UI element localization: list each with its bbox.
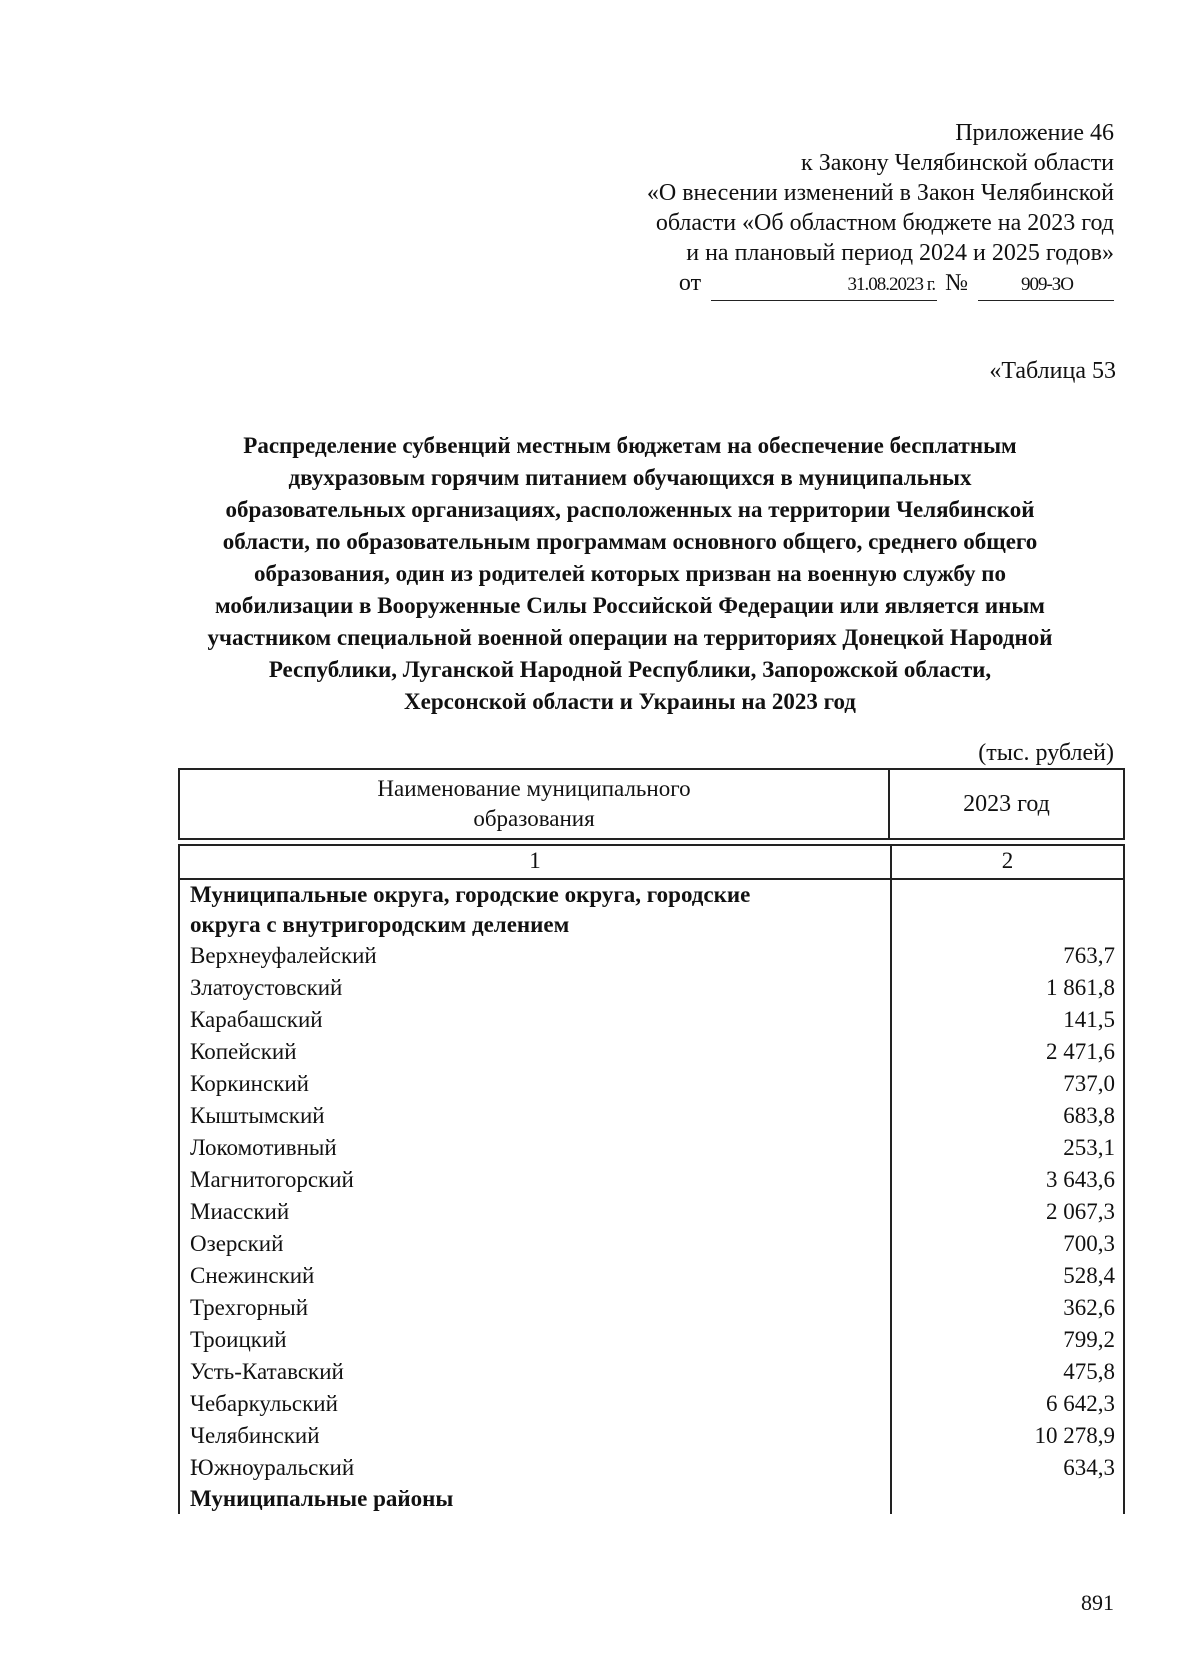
- number-sign: №: [945, 270, 968, 296]
- amount-value: 253,1: [1063, 1135, 1115, 1160]
- table-row: [180, 1164, 1125, 1196]
- table-row: [180, 1004, 1125, 1036]
- table-label: «Таблица 53: [989, 358, 1116, 384]
- amount-value: 528,4: [1063, 1263, 1115, 1288]
- table-row: [180, 1388, 1125, 1420]
- heading-line: Распределение субвенций местным бюджетам на обеспечение бесплатным: [243, 433, 1017, 458]
- amount-value: 799,2: [1063, 1327, 1115, 1352]
- heading-line: области, по образовательным программам основного общего, среднего общего: [222, 529, 1038, 554]
- section-title: Муниципальные районы: [190, 1486, 454, 1511]
- amount-value: 362,6: [1063, 1295, 1115, 1320]
- table-row: [180, 1452, 1125, 1484]
- municipality-name: Карабашский: [190, 1007, 323, 1032]
- section-header: [180, 1484, 1125, 1514]
- table-body: [178, 880, 1125, 1514]
- municipality-name: Копейский: [190, 1039, 297, 1064]
- amount-value: 763,7: [1063, 943, 1115, 968]
- header-year: 2023 год: [963, 790, 1050, 817]
- municipality-name: Снежинский: [190, 1263, 315, 1288]
- column-number-1: 1: [180, 846, 892, 878]
- amount-value: 634,3: [1063, 1455, 1115, 1480]
- annex-line: и на плановый период 2024 и 2025 годов»: [686, 240, 1114, 266]
- heading-line: Республики, Луганской Народной Республики, Запорожской области,: [268, 657, 992, 682]
- heading-line: мобилизации в Вооруженные Силы Российской Федерации или является иным: [215, 593, 1045, 618]
- table-row: [180, 1228, 1125, 1260]
- amount-value: 6 642,3: [1046, 1391, 1115, 1416]
- annex-line: области «Об областном бюджете на 2023 год: [655, 210, 1114, 236]
- table-row: [180, 1260, 1125, 1292]
- units-label: (тыс. рублей): [978, 740, 1114, 766]
- municipality-name: Трехгорный: [190, 1295, 309, 1320]
- header-municipality-line: Наименование муниципального: [377, 776, 691, 801]
- heading-line: Херсонской области и Украины на 2023 год: [404, 689, 856, 714]
- amount-value: 700,3: [1063, 1231, 1115, 1256]
- page-number: 891: [1081, 1590, 1114, 1615]
- municipality-name: Златоустовский: [190, 975, 343, 1000]
- municipality-name: Усть-Катавский: [190, 1359, 344, 1384]
- section-title: [180, 880, 890, 940]
- section-header: [180, 880, 1125, 940]
- heading-line: двухразовым горячим питанием обучающихся в муниципальных: [288, 465, 972, 490]
- header-municipality: [180, 770, 890, 838]
- document-heading: [150, 430, 1110, 718]
- heading-line: образования, один из родителей которых призван на военную службу по: [253, 561, 1006, 586]
- heading-line: образовательных организациях, расположенных на территории Челябинской: [225, 497, 1035, 522]
- column-number-row: [178, 844, 1125, 880]
- table-row: [180, 1100, 1125, 1132]
- amount-value: 10 278,9: [1034, 1423, 1115, 1448]
- amount-value: 1 861,8: [1046, 975, 1115, 1000]
- table-row: [180, 1036, 1125, 1068]
- section-title-line: округа с внутригородским делением: [190, 912, 570, 937]
- table-row: [180, 940, 1125, 972]
- subvention-table: [178, 768, 1125, 1514]
- municipality-name: Чебаркульский: [190, 1391, 338, 1416]
- municipality-name: Кыштымский: [190, 1103, 325, 1128]
- amount-value: 683,8: [1063, 1103, 1115, 1128]
- column-number-2: 2: [1001, 848, 1014, 873]
- amount-value: 3 643,6: [1046, 1167, 1115, 1192]
- table-row: [180, 1068, 1125, 1100]
- amount-value: 141,5: [1063, 1007, 1115, 1032]
- municipality-name: Магнитогорский: [190, 1167, 354, 1192]
- law-date-number-row: [494, 268, 1114, 301]
- amount-value: 2 471,6: [1046, 1039, 1115, 1064]
- table-row: [180, 1196, 1125, 1228]
- amount-value: 737,0: [1063, 1071, 1115, 1096]
- municipality-name: Миасский: [190, 1199, 290, 1224]
- municipality-name: Локомотивный: [190, 1135, 337, 1160]
- municipality-name: Коркинский: [190, 1071, 309, 1096]
- annex-block: [494, 118, 1114, 301]
- municipality-name: Озерский: [190, 1231, 284, 1256]
- amount-value: 475,8: [1063, 1359, 1115, 1384]
- header-municipality-line: образования: [473, 806, 595, 831]
- section-title-line: Муниципальные округа, городские округа, городские: [190, 882, 751, 907]
- table-row: [180, 1132, 1125, 1164]
- amount-value: 2 067,3: [1046, 1199, 1115, 1224]
- table-header-row: [178, 768, 1125, 840]
- table-row: [180, 1292, 1125, 1324]
- municipality-name: Верхнеуфалейский: [190, 943, 377, 968]
- table-row: [180, 1356, 1125, 1388]
- annex-line: к Закону Челябинской области: [801, 150, 1114, 176]
- table-row: [180, 1324, 1125, 1356]
- law-number: 909-ЗО: [978, 270, 1114, 301]
- annex-line: «О внесении изменений в Закон Челябинской: [646, 180, 1114, 206]
- table-row: [180, 1420, 1125, 1452]
- table-row: [180, 972, 1125, 1004]
- municipality-name: Троицкий: [190, 1327, 287, 1352]
- annex-line: Приложение 46: [955, 120, 1114, 146]
- law-date: 31.08.2023 г.: [711, 270, 937, 301]
- municipality-name: Челябинский: [190, 1423, 320, 1448]
- municipality-name: Южноуральский: [190, 1455, 355, 1480]
- ot-label: от: [678, 270, 702, 296]
- heading-line: участником специальной военной операции на территориях Донецкой Народной: [207, 625, 1053, 650]
